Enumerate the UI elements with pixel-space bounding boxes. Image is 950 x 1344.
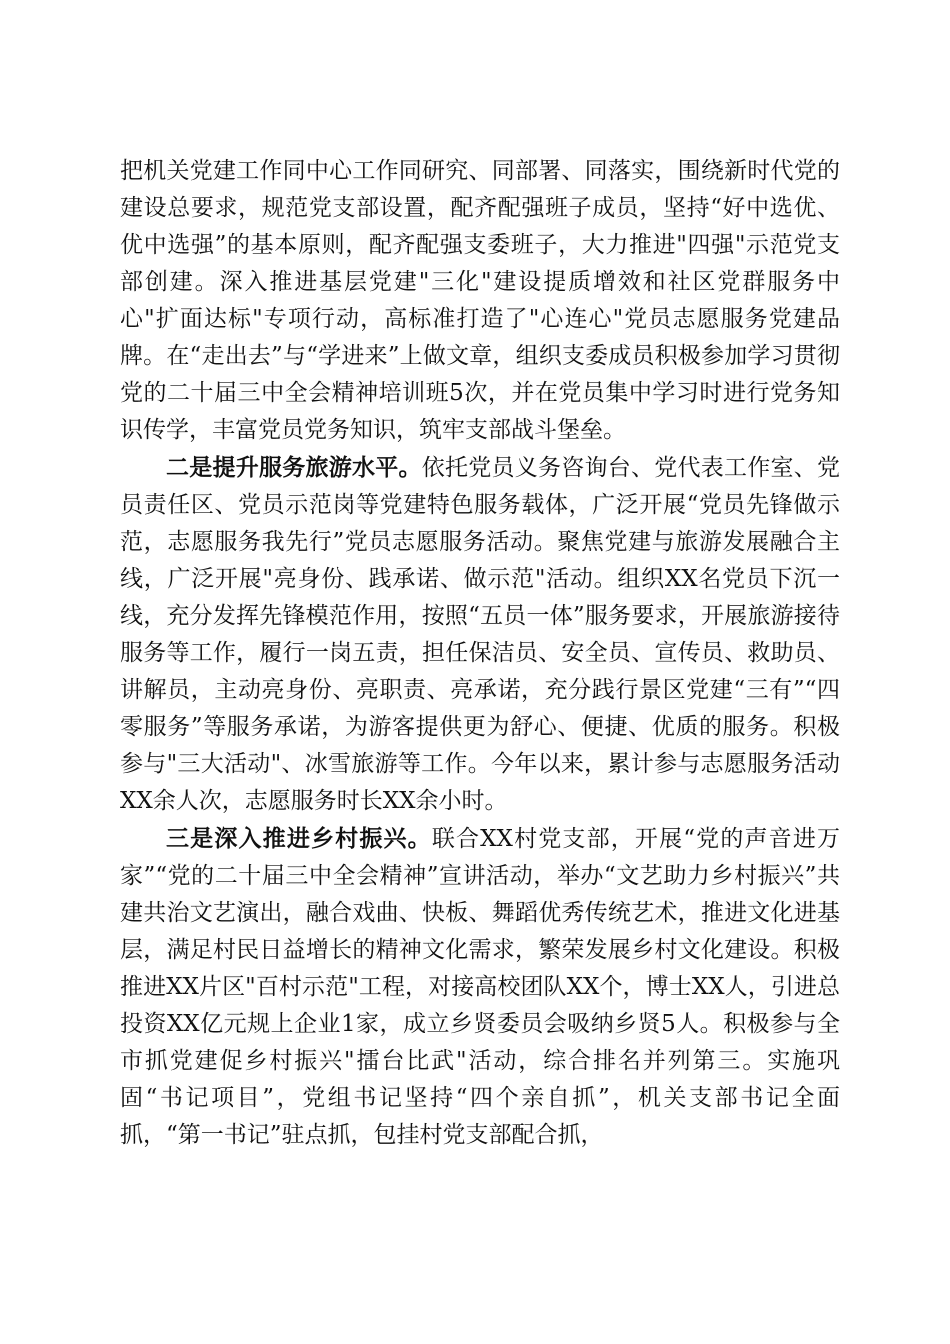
paragraph-text: 依托党员义务咨询台、党代表工作室、党员责任区、党员示范岗等党建特色服务载体，广泛开展“党员先锋做示范，志愿服务我先行”党员志愿服务活动。聚焦党建与旅游发展融合主线，广泛开展"亮身份、践承诺、做示范"活动。组织XX名党员下沉一线，充分发挥先锋模范作用，按照“五员一体”服务要求，开展旅游接待服务等工作，履行一岗五责，担任保洁员、安全员、宣传员、救助员、讲解员，主动亮身份、亮职责、亮承诺，充分践行景区党建“三有”“四零服务”等服务承诺，为游客提供更为舒心、便捷、优质的服务。积极参与"三大活动"、冰雪旅游等工作。今年以来，累计参与志愿服务活动XX余人次，志愿服务时长XX余小时。 <box>120 455 840 814</box>
paragraph-rural-revitalization <box>120 820 840 1154</box>
paragraph-text: 把机关党建工作同中心工作同研究、同部署、同落实，围绕新时代党的建设总要求，规范党支部设置，配齐配强班子成员，坚持“好中选优、优中选强”的基本原则，配齐配强支委班子，大力推进"四强"示范党支部创建。深入推进基层党建"三化"建设提质增效和社区党群服务中心"扩面达标"专项行动，高标准打造了"心连心"党员志愿服务党建品牌。在“走出去”与“学进来”上做文章，组织支委成员积极参加学习贯彻党的二十届三中全会精神培训班5次，并在党员集中学习时进行党务知识传学，丰富党员党务知识，筑牢支部战斗堡垒。 <box>120 158 840 443</box>
paragraph-text: 联合XX村党支部，开展“党的声音进万家”“党的二十届三中全会精神”宣讲活动，举办“文艺助力乡村振兴”共建共治文艺演出，融合戏曲、快板、舞蹈优秀传统艺术，推进文化进基层，满足村民日益增长的精神文化需求，繁荣发展乡村文化建设。积极推进XX片区"百村示范"工程，对接高校团队XX个，博士XX人，引进总投资XX亿元规上企业1家，成立乡贤委员会吸纳乡贤5人。积极参与全市抓党建促乡村振兴"擂台比武"活动，综合排名并列第三。实施巩固“书记项目”，党组书记坚持“四个亲自抓”，机关支部书记全面抓，“第一书记”驻点抓，包挂村党支部配合抓， <box>120 826 840 1148</box>
paragraph-lead: 二是提升服务旅游水平。 <box>166 454 422 481</box>
paragraph-continuation <box>120 152 840 449</box>
paragraph-tourism-service <box>120 449 840 820</box>
document-body <box>120 152 840 1154</box>
paragraph-lead: 三是深入推进乡村振兴。 <box>166 825 432 852</box>
